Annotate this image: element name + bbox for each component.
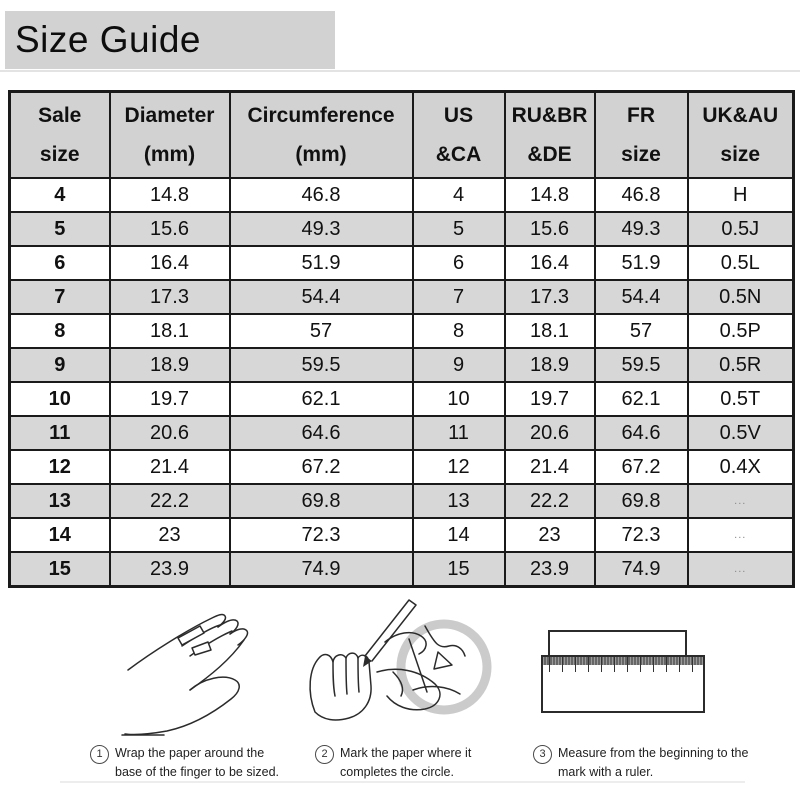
column-header-line: FR: [627, 104, 655, 127]
table-cell: 7: [413, 280, 505, 314]
table-cell: 74.9: [230, 552, 413, 587]
column-header-line: Circumference: [247, 104, 395, 127]
table-cell: 16.4: [505, 246, 595, 280]
table-cell: 13: [10, 484, 110, 518]
table-cell: 0.4X: [688, 450, 794, 484]
table-cell: 22.2: [505, 484, 595, 518]
table-cell: 15: [10, 552, 110, 587]
table-cell: 23.9: [110, 552, 230, 587]
table-cell: 13: [413, 484, 505, 518]
table-cell: 51.9: [230, 246, 413, 280]
table-cell: 10: [10, 382, 110, 416]
table-cell: 7: [10, 280, 110, 314]
table-cell: 16.4: [110, 246, 230, 280]
column-header-line: size: [39, 143, 80, 166]
bottom-divider: [60, 781, 745, 783]
table-cell: 72.3: [595, 518, 688, 552]
table-cell: 69.8: [595, 484, 688, 518]
column-header-line: Diameter: [124, 104, 215, 127]
table-cell: 14.8: [505, 178, 595, 212]
table-cell: 5: [413, 212, 505, 246]
step-number-badge: 1: [90, 745, 109, 764]
step1-figure: [92, 598, 292, 748]
step1-caption: [90, 744, 283, 782]
table-cell: 9: [10, 348, 110, 382]
table-cell: 12: [10, 450, 110, 484]
table-cell: 0.5N: [688, 280, 794, 314]
table-header-row: [10, 92, 794, 179]
column-header-line: UK&AU: [702, 104, 779, 127]
title-divider: [0, 70, 800, 72]
table-row: [10, 484, 794, 518]
table-cell: 11: [413, 416, 505, 450]
column-header: [110, 92, 230, 179]
page-title: Size Guide: [15, 19, 201, 60]
table-cell: 20.6: [110, 416, 230, 450]
table-cell: 6: [413, 246, 505, 280]
step2-caption: [315, 744, 492, 782]
table-cell: 14: [10, 518, 110, 552]
step-number-badge: 2: [315, 745, 334, 764]
step2-figure: [297, 594, 497, 744]
table-row: [10, 178, 794, 212]
table-cell: 51.9: [595, 246, 688, 280]
step3-text: Measure from the beginning to the mark with a ruler.: [558, 746, 749, 779]
table-cell: 59.5: [595, 348, 688, 382]
column-header-line: Sale: [38, 104, 82, 127]
table-cell: 15: [413, 552, 505, 587]
table-cell: 14: [413, 518, 505, 552]
column-header-line: &CA: [435, 143, 482, 166]
table-cell: 6: [10, 246, 110, 280]
table-cell: 8: [10, 314, 110, 348]
table-cell: 64.6: [230, 416, 413, 450]
table-cell: 4: [413, 178, 505, 212]
column-header-line: US: [443, 104, 474, 127]
table-cell: 22.2: [110, 484, 230, 518]
table-cell: 11: [10, 416, 110, 450]
table-cell: ...: [688, 552, 794, 587]
table-cell: 23: [110, 518, 230, 552]
column-header: [688, 92, 794, 179]
table-cell: 67.2: [595, 450, 688, 484]
table-cell: 0.5P: [688, 314, 794, 348]
title-bar: [5, 11, 335, 69]
table-cell: 17.3: [505, 280, 595, 314]
table-row: [10, 314, 794, 348]
hand-marking-paper-with-pen-icon: [297, 594, 497, 744]
table-cell: 0.5R: [688, 348, 794, 382]
table-cell: 23: [505, 518, 595, 552]
table-cell: 0.5L: [688, 246, 794, 280]
column-header: [10, 92, 110, 179]
table-cell: 59.5: [230, 348, 413, 382]
step3-figure: [535, 610, 725, 730]
table-cell: 17.3: [110, 280, 230, 314]
column-header: [413, 92, 505, 179]
table-row: [10, 416, 794, 450]
table-cell: 0.5V: [688, 416, 794, 450]
table-cell: 15.6: [505, 212, 595, 246]
table-cell: 49.3: [595, 212, 688, 246]
table-row: [10, 552, 794, 587]
table-cell: 4: [10, 178, 110, 212]
table-cell: 46.8: [230, 178, 413, 212]
table-cell: 18.9: [505, 348, 595, 382]
table-cell: 20.6: [505, 416, 595, 450]
step-number-badge: 3: [533, 745, 552, 764]
table-row: [10, 382, 794, 416]
table-cell: 23.9: [505, 552, 595, 587]
table-cell: 14.8: [110, 178, 230, 212]
table-cell: 5: [10, 212, 110, 246]
table-cell: 74.9: [595, 552, 688, 587]
paper-strip: [549, 631, 686, 658]
table-cell: 62.1: [230, 382, 413, 416]
table-cell: 21.4: [110, 450, 230, 484]
table-row: [10, 280, 794, 314]
step1-text: Wrap the paper around the base of the finger to be sized.: [115, 746, 279, 779]
table-cell: 19.7: [505, 382, 595, 416]
column-header-line: RU&BR: [511, 104, 588, 127]
table-cell: 46.8: [595, 178, 688, 212]
step2-text: Mark the paper where it completes the circle.: [340, 746, 472, 779]
table-row: [10, 450, 794, 484]
step3-caption: [533, 744, 756, 782]
hand-with-paper-strip-icon: [92, 598, 292, 748]
column-header: [595, 92, 688, 179]
table-cell: 8: [413, 314, 505, 348]
ring-size-table: [8, 90, 795, 588]
column-header-line: (mm): [143, 143, 196, 166]
table-row: [10, 518, 794, 552]
table-cell: 10: [413, 382, 505, 416]
table-cell: 64.6: [595, 416, 688, 450]
table-cell: 18.1: [505, 314, 595, 348]
column-header-line: (mm): [295, 143, 347, 166]
column-header: [230, 92, 413, 179]
column-header: [505, 92, 595, 179]
table-body: [10, 178, 794, 587]
table-cell: ...: [688, 518, 794, 552]
table-cell: 9: [413, 348, 505, 382]
ruler-measuring-paper-icon: [535, 610, 725, 730]
table-cell: 0.5J: [688, 212, 794, 246]
table-cell: 69.8: [230, 484, 413, 518]
table-row: [10, 212, 794, 246]
table-cell: 57: [230, 314, 413, 348]
table-cell: 12: [413, 450, 505, 484]
table-cell: 72.3: [230, 518, 413, 552]
table-cell: 57: [595, 314, 688, 348]
table-cell: ...: [688, 484, 794, 518]
table-cell: 18.9: [110, 348, 230, 382]
column-header-line: size: [621, 143, 661, 166]
table-row: [10, 348, 794, 382]
table-cell: 54.4: [230, 280, 413, 314]
table-cell: 62.1: [595, 382, 688, 416]
column-header-line: &DE: [527, 143, 572, 166]
table-cell: 18.1: [110, 314, 230, 348]
table-cell: 21.4: [505, 450, 595, 484]
table-cell: 15.6: [110, 212, 230, 246]
table-cell: 67.2: [230, 450, 413, 484]
table-row: [10, 246, 794, 280]
table-cell: H: [688, 178, 794, 212]
table-cell: 54.4: [595, 280, 688, 314]
table-cell: 49.3: [230, 212, 413, 246]
table-cell: 19.7: [110, 382, 230, 416]
table-cell: 0.5T: [688, 382, 794, 416]
column-header-line: size: [720, 143, 761, 166]
